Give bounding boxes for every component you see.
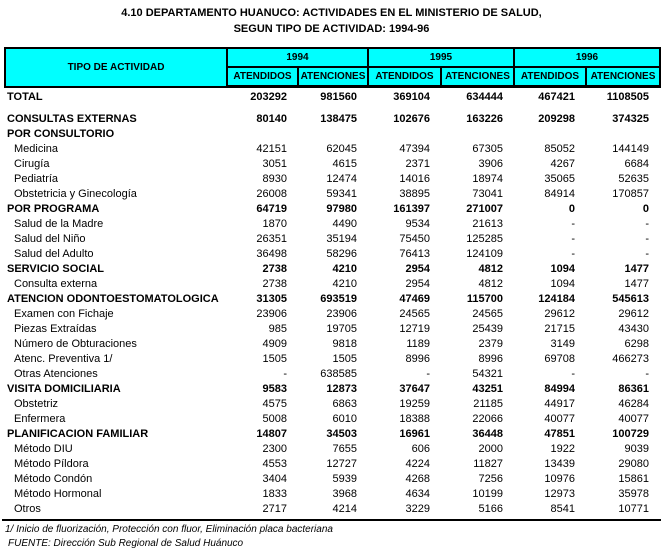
activity-label-cell: POR PROGRAMA [7, 203, 100, 215]
value-cell-1996-atenciones: 43430 [618, 323, 649, 335]
value-cell-1995-atenciones: 21185 [473, 398, 503, 410]
value-cell-1994-atenciones: 138475 [320, 113, 357, 125]
table-row [5, 170, 660, 185]
value-cell-1996-atenciones: 100729 [612, 428, 649, 440]
value-cell-1994-atenciones: 12727 [326, 458, 357, 470]
subheader-1995-atenciones: ATENCIONES [441, 67, 514, 87]
value-cell-1996-atendidos: 69708 [544, 353, 575, 365]
value-cell-1996-atendidos: 1922 [550, 443, 575, 455]
value-cell-1994-atenciones: 34503 [326, 428, 357, 440]
activity-label-cell: Número de Obturaciones [14, 338, 137, 350]
table-header [5, 48, 660, 87]
value-cell-1996-atendidos: 12973 [544, 488, 575, 500]
value-cell-1994-atendidos: 8930 [262, 173, 287, 185]
value-cell-1995-atenciones: 2379 [478, 338, 503, 350]
value-cell-1995-atendidos: 14016 [399, 173, 430, 185]
value-cell-1995-atenciones: 10199 [472, 488, 503, 500]
value-cell-1994-atenciones: 3968 [332, 488, 357, 500]
value-cell-1994-atenciones: 981560 [320, 91, 357, 103]
table-row [5, 290, 660, 305]
value-cell-1996-atendidos: 47851 [544, 428, 575, 440]
value-cell-1994-atendidos: 26008 [256, 188, 287, 200]
subheader-1994-atenciones: ATENCIONES [298, 67, 368, 87]
value-cell-1996-atendidos: 3149 [550, 338, 575, 350]
value-cell-1994-atenciones: 12474 [326, 173, 357, 185]
value-cell-1996-atenciones: - [645, 218, 649, 230]
table-row [5, 410, 660, 425]
value-cell-1995-atendidos: 2371 [405, 158, 430, 170]
value-cell-1994-atendidos: 4575 [262, 398, 287, 410]
table-row [5, 245, 660, 260]
value-cell-1996-atenciones [586, 125, 660, 140]
value-cell-1994-atendidos: 26351 [256, 233, 287, 245]
value-cell-1996-atendidos: 0 [568, 203, 575, 215]
value-cell-1995-atenciones: 4812 [478, 278, 503, 290]
activity-label-cell: Pediatría [14, 173, 59, 185]
value-cell-1995-atenciones: 634444 [466, 91, 503, 103]
value-cell-1994-atenciones: 7655 [332, 443, 357, 455]
value-cell-1995-atenciones: 73041 [472, 188, 503, 200]
activity-label-cell: Obstetricia y Ginecología [14, 188, 137, 200]
activity-label-cell: Método Condón [14, 473, 93, 485]
value-cell-1995-atenciones: 124109 [466, 248, 503, 260]
value-cell-1994-atendidos: 3051 [262, 158, 287, 170]
value-cell-1996-atenciones: 0 [642, 203, 649, 215]
table-row [5, 185, 660, 200]
value-cell-1995-atenciones: 125285 [466, 233, 503, 245]
column-header-year-1996: 1996 [514, 48, 660, 67]
value-cell-1996-atenciones: - [645, 248, 649, 260]
activity-label-cell: Método Hormonal [14, 488, 102, 500]
activity-label-cell: VISITA DOMICILIARIA [7, 383, 121, 395]
value-cell-1994-atendidos: 2738 [262, 278, 287, 290]
activity-label-cell: Salud de la Madre [14, 218, 104, 230]
value-cell-1996-atendidos: 124184 [538, 293, 575, 305]
value-cell-1994-atendidos: 64719 [256, 203, 287, 215]
value-cell-1994-atendidos: - [283, 368, 287, 380]
value-cell-1994-atenciones: 4615 [332, 158, 357, 170]
table-row [5, 365, 660, 380]
value-cell-1996-atendidos: 8541 [550, 503, 575, 515]
table-row [5, 275, 660, 290]
value-cell-1995-atenciones: 271007 [466, 203, 503, 215]
column-header-tipo-de-actividad: TIPO DE ACTIVIDAD [5, 48, 227, 87]
table-row [5, 320, 660, 335]
activity-label-cell: Otras Atenciones [14, 368, 98, 380]
title-line-2: SEGUN TIPO DE ACTIVIDAD: 1994-96 [233, 23, 430, 35]
value-cell-1996-atenciones: 10771 [618, 503, 649, 515]
activity-label-cell: SERVICIO SOCIAL [7, 263, 104, 275]
value-cell-1996-atenciones: 1477 [624, 263, 649, 275]
table-row [5, 440, 660, 455]
value-cell-1996-atenciones: 52635 [618, 173, 649, 185]
value-cell-1994-atendidos: 2738 [262, 263, 287, 275]
value-cell-1995-atenciones: 115700 [466, 293, 503, 305]
table-row [5, 470, 660, 485]
value-cell-1996-atenciones: 545613 [612, 293, 649, 305]
value-cell-1995-atendidos: 37647 [399, 383, 430, 395]
value-cell-1994-atendidos: 4909 [262, 338, 287, 350]
value-cell-1996-atenciones: - [645, 233, 649, 245]
value-cell-1995-atendidos: 606 [411, 443, 430, 455]
value-cell-1995-atenciones: 22066 [472, 413, 503, 425]
value-cell-1995-atendidos: 2954 [405, 263, 430, 275]
value-cell-1994-atenciones: 59341 [326, 188, 357, 200]
value-cell-1996-atenciones: 374325 [612, 113, 649, 125]
subheader-1994-atendidos: ATENDIDOS [227, 67, 298, 87]
value-cell-1995-atendidos: 16961 [399, 428, 430, 440]
activity-label-cell: Medicina [14, 143, 59, 155]
column-header-year-1995: 1995 [368, 48, 514, 67]
value-cell-1996-atendidos: 84914 [544, 188, 575, 200]
value-cell-1995-atenciones: 7256 [478, 473, 503, 485]
value-cell-1995-atendidos: 47394 [399, 143, 430, 155]
table-body [5, 87, 660, 516]
table-row [5, 87, 660, 104]
value-cell-1994-atendidos: 36498 [256, 248, 287, 260]
value-cell-1995-atenciones: 21613 [472, 218, 503, 230]
activity-label-cell: Enfermera [14, 413, 66, 425]
value-cell-1995-atenciones: 36448 [472, 428, 503, 440]
table-row [5, 455, 660, 470]
value-cell-1996-atendidos: 44917 [544, 398, 575, 410]
value-cell-1994-atenciones: 62045 [326, 143, 357, 155]
value-cell-1994-atenciones: 97980 [326, 203, 357, 215]
value-cell-1995-atenciones: 25439 [472, 323, 503, 335]
value-cell-1995-atenciones: 43251 [472, 383, 503, 395]
table-row [5, 230, 660, 245]
value-cell-1996-atenciones: 29612 [618, 308, 649, 320]
value-cell-1994-atenciones: 9818 [332, 338, 357, 350]
statistics-table [4, 47, 661, 515]
value-cell-1994-atenciones: 4210 [332, 278, 357, 290]
value-cell-1996-atendidos: 21715 [544, 323, 575, 335]
footnote-1: 1/ Inicio de fluorización, Protección con fluor, Eliminación placa bacteriana [5, 524, 333, 535]
value-cell-1995-atenciones: 3906 [478, 158, 503, 170]
table-row [5, 335, 660, 350]
activity-label-cell: Examen con Fichaje [14, 308, 114, 320]
value-cell-1994-atendidos: 23906 [256, 308, 287, 320]
value-cell-1995-atenciones: 4812 [478, 263, 503, 275]
value-cell-1994-atendidos: 203292 [250, 91, 287, 103]
value-cell-1994-atendidos [227, 125, 298, 140]
value-cell-1995-atendidos: 3229 [405, 503, 430, 515]
value-cell-1995-atendidos: 38895 [399, 188, 430, 200]
value-cell-1994-atendidos: 4553 [262, 458, 287, 470]
value-cell-1995-atendidos: 12719 [399, 323, 430, 335]
value-cell-1995-atendidos: 76413 [399, 248, 430, 260]
value-cell-1994-atenciones: 4490 [332, 218, 357, 230]
table-row [5, 155, 660, 170]
activity-label-cell: TOTAL [7, 91, 43, 103]
table-row [5, 380, 660, 395]
value-cell-1995-atendidos: 24565 [399, 308, 430, 320]
value-cell-1995-atendidos: 369104 [393, 91, 430, 103]
table-row [5, 140, 660, 155]
value-cell-1996-atendidos: 35065 [544, 173, 575, 185]
value-cell-1996-atenciones: 170857 [612, 188, 649, 200]
value-cell-1995-atenciones: 163226 [466, 113, 503, 125]
value-cell-1994-atenciones: 4214 [332, 503, 357, 515]
activity-label-cell: PLANIFICACION FAMILIAR [7, 428, 149, 440]
value-cell-1995-atendidos: 1189 [406, 338, 430, 350]
value-cell-1995-atendidos: 9534 [405, 218, 430, 230]
value-cell-1996-atendidos: 84994 [544, 383, 575, 395]
value-cell-1995-atenciones: 11827 [473, 458, 503, 470]
value-cell-1994-atenciones: 23906 [326, 308, 357, 320]
value-cell-1994-atendidos: 31305 [256, 293, 287, 305]
subheader-1996-atenciones: ATENCIONES [586, 67, 660, 87]
table-row [5, 485, 660, 500]
value-cell-1996-atendidos [514, 125, 586, 140]
value-cell-1996-atendidos: - [571, 218, 575, 230]
value-cell-1996-atenciones: 15861 [618, 473, 649, 485]
value-cell-1996-atenciones: 86361 [618, 383, 649, 395]
table-row [5, 103, 660, 125]
value-cell-1994-atendidos: 2300 [262, 443, 287, 455]
table-title [0, 0, 663, 37]
column-header-year-1994: 1994 [227, 48, 368, 67]
value-cell-1995-atendidos: 4268 [405, 473, 430, 485]
table-row [5, 305, 660, 320]
value-cell-1996-atenciones: 1108505 [606, 91, 649, 103]
activity-label-cell: CONSULTAS EXTERNAS [7, 113, 137, 125]
activity-label-cell: Obstetriz [14, 398, 59, 410]
value-cell-1996-atenciones: 29080 [618, 458, 649, 470]
value-cell-1996-atendidos: 1094 [550, 278, 575, 290]
value-cell-1994-atendidos: 14807 [256, 428, 287, 440]
value-cell-1995-atendidos: 2954 [405, 278, 430, 290]
activity-label-cell: Atenc. Preventiva 1/ [14, 353, 113, 365]
activity-label-cell: Consulta externa [14, 278, 98, 290]
activity-label-cell: POR CONSULTORIO [7, 128, 115, 140]
value-cell-1996-atendidos: 209298 [538, 113, 575, 125]
value-cell-1996-atenciones: 6298 [624, 338, 649, 350]
activity-label-cell: Método Píldora [14, 458, 89, 470]
value-cell-1994-atenciones: 693519 [320, 293, 357, 305]
footnote-source: FUENTE: Dirección Sub Regional de Salud Huánuco [8, 538, 244, 548]
table-row [5, 425, 660, 440]
value-cell-1995-atendidos: 75450 [399, 233, 430, 245]
value-cell-1995-atendidos: 19259 [399, 398, 430, 410]
activity-label-cell: Piezas Extraídas [14, 323, 97, 335]
value-cell-1994-atenciones [298, 125, 368, 140]
value-cell-1994-atenciones: 6010 [332, 413, 357, 425]
activity-label-cell: Otros [14, 503, 41, 515]
value-cell-1996-atenciones: 1477 [624, 278, 649, 290]
value-cell-1994-atenciones: 4210 [332, 263, 357, 275]
value-cell-1996-atenciones: 46284 [618, 398, 649, 410]
value-cell-1994-atenciones: 35194 [326, 233, 357, 245]
value-cell-1995-atendidos: 4634 [405, 488, 430, 500]
value-cell-1995-atenciones: 54321 [472, 368, 503, 380]
activity-label-cell: Cirugía [14, 158, 50, 170]
value-cell-1995-atendidos: 4224 [405, 458, 430, 470]
value-cell-1995-atenciones: 2000 [478, 443, 503, 455]
value-cell-1996-atenciones: 35978 [618, 488, 649, 500]
table-row [5, 215, 660, 230]
value-cell-1996-atenciones: 6684 [624, 158, 649, 170]
value-cell-1995-atendidos: 8996 [405, 353, 430, 365]
table-row [5, 350, 660, 365]
value-cell-1994-atendidos: 985 [268, 323, 287, 335]
value-cell-1995-atendidos: 161397 [393, 203, 430, 215]
value-cell-1994-atendidos: 1833 [262, 488, 287, 500]
value-cell-1994-atenciones: 5939 [332, 473, 357, 485]
activity-label-cell: Salud del Niño [14, 233, 86, 245]
value-cell-1996-atendidos: 1094 [550, 263, 575, 275]
value-cell-1995-atenciones [441, 125, 514, 140]
value-cell-1996-atendidos: 4267 [550, 158, 575, 170]
title-line-1: 4.10 DEPARTAMENTO HUANUCO: ACTIVIDADES EN EL MINISTERIO DE SALUD, [121, 7, 542, 19]
table-row [5, 200, 660, 215]
table-row [5, 500, 660, 515]
value-cell-1996-atenciones: - [645, 368, 649, 380]
activity-label-cell: Salud del Adulto [14, 248, 94, 260]
value-cell-1996-atendidos: 467421 [538, 91, 575, 103]
table-row [5, 260, 660, 275]
value-cell-1994-atendidos: 42151 [256, 143, 287, 155]
value-cell-1995-atendidos: 47469 [399, 293, 430, 305]
subheader-1996-atendidos: ATENDIDOS [514, 67, 586, 87]
value-cell-1996-atendidos: 40077 [544, 413, 575, 425]
value-cell-1995-atenciones: 67305 [472, 143, 503, 155]
value-cell-1996-atendidos: 10976 [544, 473, 575, 485]
value-cell-1995-atendidos [368, 125, 441, 140]
value-cell-1994-atendidos: 1870 [262, 218, 287, 230]
value-cell-1996-atendidos: - [571, 233, 575, 245]
table-row [5, 125, 660, 140]
value-cell-1996-atendidos: - [571, 368, 575, 380]
value-cell-1994-atendidos: 80140 [256, 113, 287, 125]
value-cell-1996-atendidos: - [571, 248, 575, 260]
value-cell-1994-atendidos: 1505 [262, 353, 287, 365]
value-cell-1994-atenciones: 1505 [332, 353, 357, 365]
value-cell-1994-atendidos: 9583 [262, 383, 287, 395]
value-cell-1995-atendidos: - [426, 368, 430, 380]
value-cell-1994-atendidos: 2717 [262, 503, 287, 515]
value-cell-1994-atenciones: 6863 [332, 398, 357, 410]
value-cell-1995-atendidos: 102676 [393, 113, 430, 125]
activity-label-cell: Método DIU [14, 443, 73, 455]
value-cell-1995-atendidos: 18388 [399, 413, 430, 425]
value-cell-1994-atenciones: 19705 [326, 323, 357, 335]
value-cell-1995-atenciones: 5166 [478, 503, 503, 515]
value-cell-1996-atendidos: 29612 [544, 308, 575, 320]
value-cell-1995-atenciones: 24565 [472, 308, 503, 320]
value-cell-1996-atenciones: 466273 [612, 353, 649, 365]
value-cell-1996-atenciones: 9039 [624, 443, 649, 455]
value-cell-1996-atenciones: 40077 [618, 413, 649, 425]
table-row [5, 395, 660, 410]
footnote-divider [2, 519, 661, 521]
value-cell-1994-atendidos: 5008 [262, 413, 287, 425]
value-cell-1996-atenciones: 144149 [612, 143, 649, 155]
subheader-1995-atendidos: ATENDIDOS [368, 67, 441, 87]
value-cell-1996-atendidos: 13439 [544, 458, 575, 470]
value-cell-1996-atendidos: 85052 [544, 143, 575, 155]
value-cell-1994-atenciones: 58296 [326, 248, 357, 260]
value-cell-1995-atenciones: 8996 [478, 353, 503, 365]
value-cell-1994-atenciones: 638585 [320, 368, 357, 380]
value-cell-1994-atendidos: 3404 [262, 473, 287, 485]
value-cell-1995-atenciones: 18974 [472, 173, 503, 185]
value-cell-1994-atenciones: 12873 [326, 383, 357, 395]
activity-label-cell: ATENCION ODONTOESTOMATOLOGICA [7, 293, 219, 305]
